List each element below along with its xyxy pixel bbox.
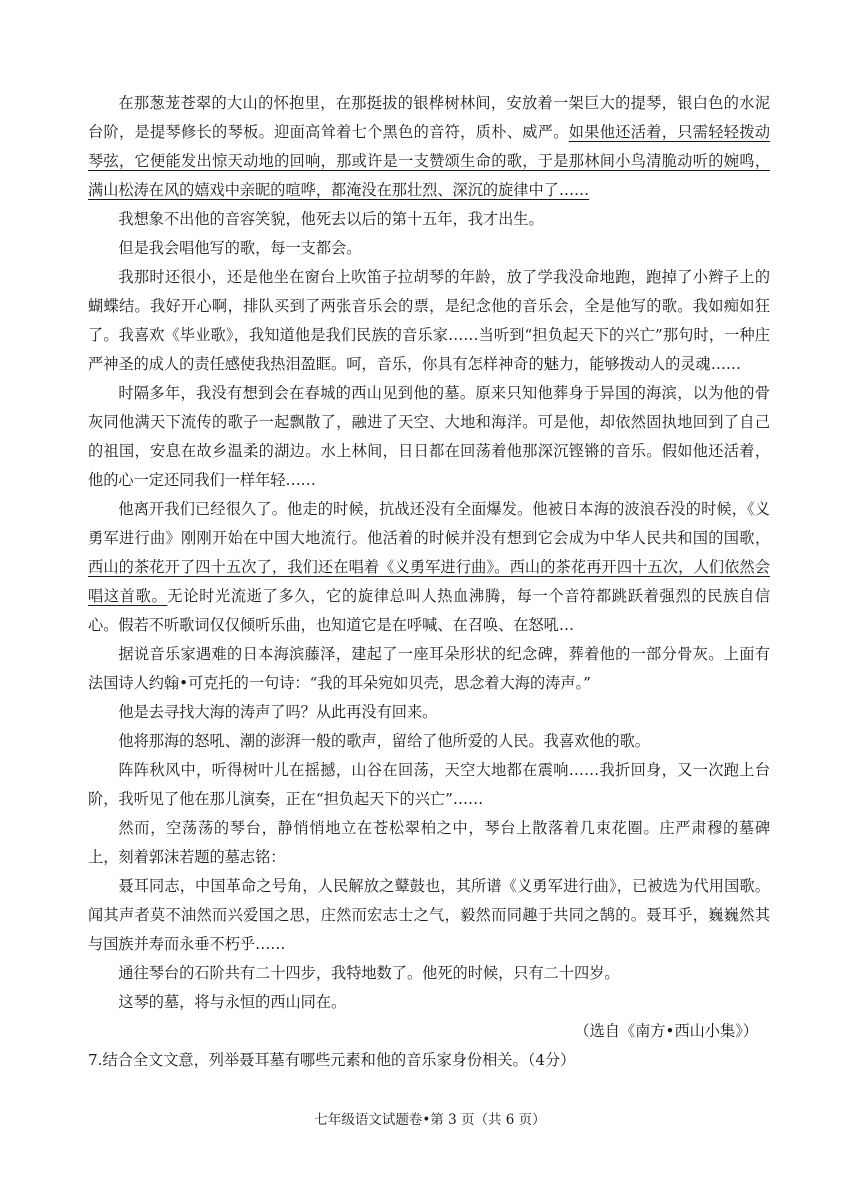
passage-paragraph [88, 640, 770, 698]
passage-paragraph [88, 814, 770, 872]
question-7: 7.结合全文文意，列举聂耳墓有哪些元素和他的音乐家身份相关。（4分） [88, 1051, 576, 1069]
underlined-sentence: 如果他还活着，只需轻轻拨动琴弦，它便能发出惊天动地的回响，那或许是一支赞颂生命的歌，于是那林间小鸟清脆动听的婉鸣，满山松涛在风的嬉戏中亲昵的喧哗，都淹没在那壮烈、深沉的旋律中了…… [88, 123, 771, 199]
passage-paragraph [88, 89, 770, 205]
paragraph-text: 通往琴台的石阶共有二十四步，我特地数了。他死的时候，只有二十四岁。 [118, 964, 620, 982]
passage-paragraph [88, 234, 770, 263]
paragraph-text: 我想象不出他的音容笑貌，他死去以后的第十五年，我才出生。 [118, 210, 544, 228]
paragraph-text: 他将那海的怒吼、潮的澎湃一般的歌声，留给了他所爱的人民。我喜欢他的歌。 [118, 732, 650, 750]
paragraph-text: 无论时光流逝了多久，它的旋律总叫人热血沸腾，每一个音符都跳跃着强烈的民族自信心。假若不听歌词仅仅倾听乐曲，也知道它是在呼喊、在召唤、在怒吼… [88, 587, 771, 634]
passage-paragraph [88, 379, 770, 495]
paragraph-text: 在那葱茏苍翠的大山的怀抱里，在那挺拔的银桦树林间，安放着一架巨大的提琴，银白色的水泥台阶，是提琴修长的琴板。迎面高耸着七个黑色的音符，质朴、威严。 [88, 94, 770, 141]
underlined-sentence: 西山的茶花开了四十五次了，我们还在唱着《义勇军进行曲》。西山的茶花再开四十五次，人们依然会唱这首歌。 [88, 558, 770, 605]
paragraph-text: 我那时还很小，还是他坐在窗台上吹笛子拉胡琴的年龄，放了学我没命地跑，跑掉了小辫子上的蝴蝶结。我好开心啊，排队买到了两张音乐会的票，是纪念他的音乐会，全是他写的歌。我如痴如狂了。我喜欢《毕业歌》，我知道他是我们民族的音乐家……当听到“担负起天下的兴亡”那句时，一种庄严神圣的成人的责任感使我热泪盈眶。呵，音乐，你具有怎样神奇的魅力，能够拨动人的灵魂…… [88, 268, 770, 373]
passage-paragraph [88, 263, 770, 379]
passage-paragraph [88, 959, 770, 988]
passage-paragraph [88, 205, 770, 234]
paragraph-text: 据说音乐家遇难的日本海滨藤泽，建起了一座耳朵形状的纪念碑，葬着他的一部分骨灰。上面有法国诗人约翰•可克托的一句诗：“我的耳朵宛如贝壳，思念着大海的涛声。” [88, 645, 770, 692]
passage-paragraph [88, 495, 770, 640]
paragraph-text: 然而，空荡荡的琴台，静悄悄地立在苍松翠柏之中，琴台上散落着几束花圈。庄严肃穆的墓碑上，刻着郭沫若题的墓志铭： [88, 819, 770, 866]
paragraph-text: 这琴的墓，将与永恒的西山同在。 [118, 993, 347, 1011]
passage-paragraph [88, 872, 770, 959]
passage-paragraph [88, 988, 770, 1017]
paragraph-text: 但是我会唱他写的歌，每一支都会。 [118, 239, 362, 257]
paragraph-text: 时隔多年，我没有想到会在春城的西山见到他的墓。原来只知他葬身于异国的海滨，以为他的骨灰同他满天下流传的歌子一起飘散了，融进了天空、大地和海洋。可是他，却依然固执地回到了自己的祖国，安息在故乡温柔的湖边。水上林间，日日都在回荡着他那深沉铿锵的音乐。假如他还活着，他的心一定还同我们一样年轻…… [88, 384, 770, 489]
paragraph-text: 阵阵秋风中，听得树叶儿在摇撼，山谷在回荡，天空大地都在震响……我折回身，又一次跑上台阶，我听见了他在那儿演奏，正在“担负起天下的兴亡”…… [88, 761, 770, 808]
passage-paragraph [88, 727, 770, 756]
passage-paragraph [88, 756, 770, 814]
source-citation: （选自《南方•西山小集》） [574, 1022, 758, 1040]
paragraph-text: 他离开我们已经很久了。他走的时候，抗战还没有全面爆发。他被日本海的波浪吞没的时候，《义勇军进行曲》刚刚开始在中国大地流行。他活着的时候并没有想到它会成为中华人民共和国的国歌， [88, 500, 770, 547]
page-footer: 七年级语文试题卷•第 3 页（共 6 页） [314, 1112, 546, 1128]
paragraph-text: 他是去寻找大海的涛声了吗？从此再没有回来。 [118, 703, 438, 721]
passage-paragraph [88, 698, 770, 727]
passage-paragraphs [88, 89, 770, 1017]
paragraph-text: 聂耳同志，中国革命之号角，人民解放之鼙鼓也，其所谱《义勇军进行曲》，已被选为代用国歌。闻其声者莫不油然而兴爱国之思，庄然而宏志士之气，毅然而同趣于共同之鹄的。聂耳乎，巍巍然其与国族并寿而永垂不朽乎…… [88, 877, 770, 953]
reading-passage [88, 89, 770, 1075]
